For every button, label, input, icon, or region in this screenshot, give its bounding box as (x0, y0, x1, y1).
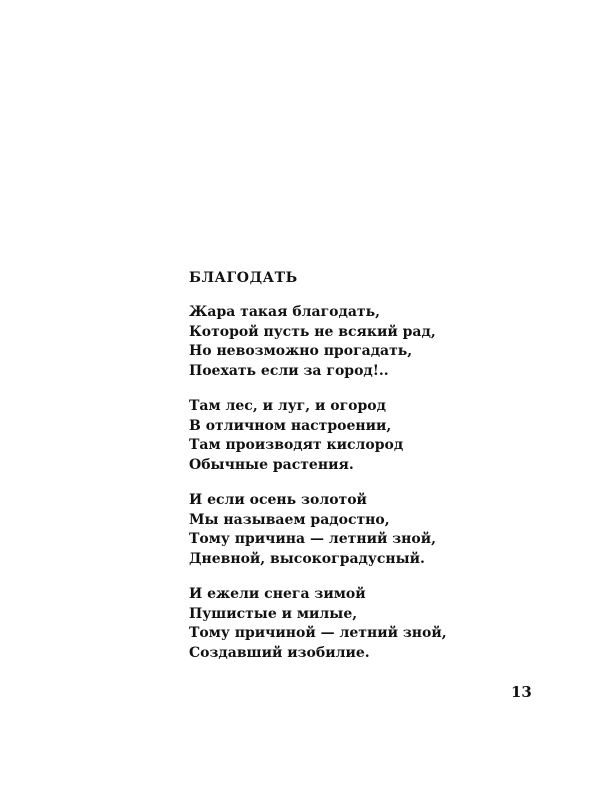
poem-line: Которой пусть не всякий рад, (189, 323, 436, 340)
stanza-2 (189, 397, 549, 475)
stanza-1 (189, 303, 549, 381)
poem-line: В отличном настроении, (189, 417, 392, 434)
poem-line: Дневной, высокоградусный. (189, 550, 425, 567)
poem-line: Создавший изобилие. (189, 644, 370, 661)
poem-title: БЛАГОДАТЬ (189, 270, 298, 286)
poem-line: И если осень золотой (189, 492, 367, 508)
page-number: 13 (511, 683, 532, 701)
poem-line: Пушистые и милые, (189, 605, 358, 622)
poem-line: Обычные растения. (189, 456, 354, 473)
poem-line: И ежели снега зимой (189, 586, 366, 602)
poem-line: Мы называем радостно, (189, 511, 390, 528)
poem-line: Но невозможно прогадать, (189, 343, 413, 359)
poem-line: Там лес, и луг, и огород (189, 398, 386, 414)
stanza-3 (189, 491, 549, 569)
stanza-4 (189, 585, 549, 663)
poem-line: Там производят кислород (189, 437, 404, 453)
poem-line: Поехать если за город!.. (189, 362, 389, 379)
poem (189, 268, 549, 679)
poem-line: Жара такая благодать, (189, 304, 380, 320)
poem-line: Тому причиной — летний зной, (189, 625, 447, 641)
poem-line: Тому причина — летний зной, (189, 531, 436, 547)
